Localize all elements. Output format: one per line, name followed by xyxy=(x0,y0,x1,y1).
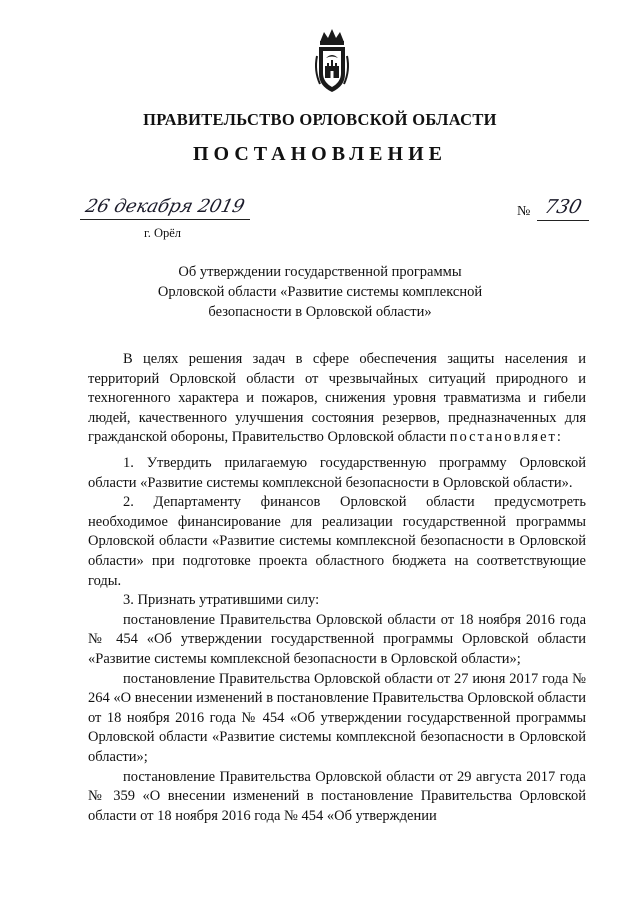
coat-of-arms-icon xyxy=(312,26,352,96)
subject-line: безопасности в Орловской области» xyxy=(208,304,432,320)
date-underline xyxy=(80,219,250,220)
resolution-items xyxy=(88,454,586,826)
repealed-act: постановление Правительства Орловской области от 18 ноября 2016 года № 454 «Об утверждении государственной программы Орловской области «Развитие системы комплексной безопасности в Орловской области»; xyxy=(88,611,586,667)
document-type-title: ПОСТАНОВЛЕНИЕ xyxy=(193,143,447,165)
city-label: г. Орёл xyxy=(144,226,182,240)
handwritten-number: 730 xyxy=(542,196,585,218)
repealed-act: постановление Правительства Орловской области от 27 июня 2017 года № 264 «О внесении изменений в постановление Правительства Орловской области от 18 ноября 2016 года № 454 «Об утверждении государственной программы Орловской области «Развитие системы комплексной безопасности в Орловской области»; xyxy=(88,670,586,765)
government-title: ПРАВИТЕЛЬСТВО ОРЛОВСКОЙ ОБЛАСТИ xyxy=(143,110,497,129)
item-2: 2. Департаменту финансов Орловской области предусмотреть необходимое финансирование для реализации государственной программы Орловской области «Развитие системы комплексной безопасности в Орловской области» при подготовке проекта областного бюджета на соответствующие годы. xyxy=(88,494,586,589)
subject-block xyxy=(140,262,500,322)
handwritten-date: 26 декабря 2019 xyxy=(83,196,247,217)
item-1: 1. Утвердить прилагаемую государственную программу Орловской области «Развитие системы комплексной безопасности в Орловской области». xyxy=(88,455,586,491)
item-3: 3. Признать утратившими силу: xyxy=(123,592,320,609)
preamble-paragraph xyxy=(88,350,586,448)
preamble-text: В целях решения задач в сфере обеспечения защиты населения и территорий Орловской области от чрезвычайных ситуаций природного и техногенного характера и пожаров, снижения уровня травматизма и гибели людей, качественного улучшения состояния резервов, предназначенных для гражданской обороны, Правительство Орловской области xyxy=(88,351,586,446)
subject-line: Орловской области «Развитие системы комплексной xyxy=(157,284,483,300)
subject-line: Об утверждении государственной программы xyxy=(178,264,462,280)
number-sign: № xyxy=(517,204,531,219)
number-underline xyxy=(537,220,589,221)
repealed-act: постановление Правительства Орловской области от 29 августа 2017 года № 359 «О внесении изменений в постановление Правительства Орловской области от 18 ноября 2016 года № 454 «Об утверждении xyxy=(88,768,586,824)
resolves-keyword: постановляет: xyxy=(449,429,563,446)
